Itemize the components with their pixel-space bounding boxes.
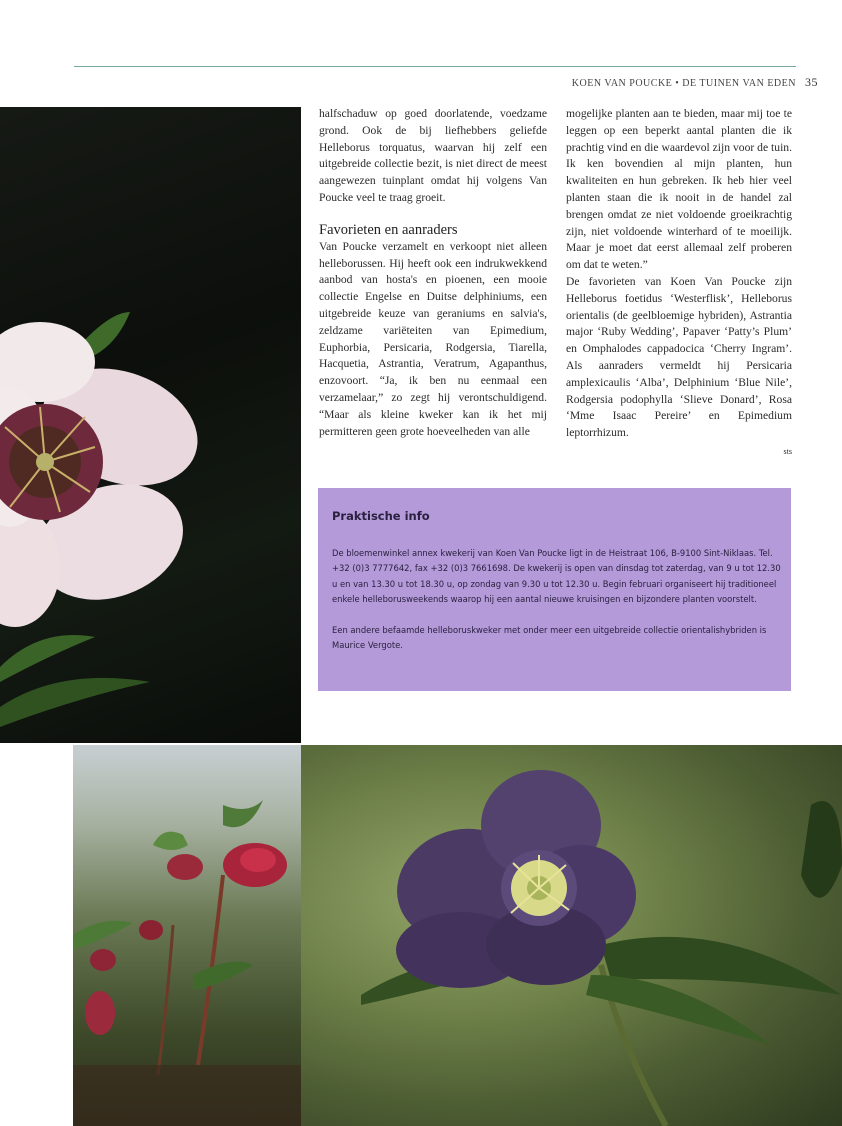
- running-header: [572, 75, 818, 90]
- running-title: KOEN VAN POUCKE • DE TUINEN VAN EDEN: [571, 78, 796, 89]
- col2-paragraph-2: De favorieten van Koen Van Poucke zijn Helleborus foetidus ‘Westerflisk’, Helleborus orientalis (de geelbloemige hybriden), Astrantia major ‘Ruby Wedding’, Papaver ‘Patty’s Plum’ en Omphalodes cappadocica ‘Cherry Ingram’. Als aanraders vermeldt hij Persicaria amplexicaulis ‘Alba’, Delphinium ‘Blue Nile’, Rodgersia podophylla ‘Slieve Donard’, Rosa ‘Mme Isaac Pereire’ en Epimedium leptorrhizum.: [566, 274, 792, 440]
- photo-white-hellebore: [0, 107, 301, 743]
- col1-paragraph-1: halfschaduw op goed doorlatende, voedzame grond. Ook de bij liefhebbers geliefde Helleborus torquatus, waarvan hij zelf een uitgebreide collectie bezit, is niet direct de meest aangewezen tuinplant omdat hij volgens Van Poucke veel te traag groeit.: [319, 107, 547, 204]
- col2-paragraph-1: mogelijke planten aan te bieden, maar mij toe te leggen op een beperkt aantal planten die ik prachtig vind en die waardevol zijn voor de tuin. Ik ken bovendien al mijn planten, hun kwaliteiten en hun gebreken. Ik heb hier veel planten staan die ik nooit in de handel zal brengen omdat ze niet voldoende groeikrachtig zijn, niet voldoende winterhard of te moeilijk. Maar je moet dat eerst allemaal zelf proberen om dat te weten.”: [566, 107, 792, 272]
- text-column-1: [319, 106, 547, 440]
- info-box-title: Praktische info: [332, 509, 430, 523]
- info-box-body: [332, 546, 782, 668]
- end-mark: sts: [783, 446, 792, 456]
- photo-red-hellebore-buds: [73, 745, 301, 1126]
- photo-purple-hellebore: [301, 745, 842, 1126]
- practical-info-box: [318, 488, 791, 691]
- header-rule: [74, 66, 796, 67]
- col1-paragraph-2: Van Poucke verzamelt en verkoopt niet alleen helleborussen. Hij heeft ook een indrukwekkend aanbod van hosta's en pioenen, een mooie collectie Engelse en Duitse delphiniums, een uitgebreide keuze van geraniums en salvia's, zeldzame variëteiten van Epimedium, Euphorbia, Persicaria, Rodgersia, Tiarella, Hacquetia, Astrantia, Veratrum, Agapanthus, enzovoort. “Ja, ik ben nu eenmaal een verzamelaar,” zo zegt hij verontschuldigend. “Maar als kleine kweker kan ik het mij permitteren geen grote hoeveelheden van alle: [319, 239, 547, 438]
- info-box-paragraph-1: De bloemenwinkel annex kwekerij van Koen Van Poucke ligt in de Heistraat 106, B-9100 Sint-Niklaas. Tel. +32 (0)3 7777642, fax +32 (0)3 7661698. De kwekerij is open van dinsdag tot zaterdag, van 9 u tot 12.30 u en van 13.30 u tot 18.30 u, op zondag van 9.30 u tot 12.30 u. Begin februari organiseert hij traditioneel enkele helleborusweekends waarop hij een aantal nieuwe kruisingen en bijzondere planten voorstelt.: [332, 548, 781, 605]
- info-box-paragraph-2: Een andere befaamde helleboruskweker met onder meer een uitgebreide collectie orientalishybriden is Maurice Vergote.: [332, 624, 767, 651]
- page-number: 35: [805, 75, 818, 89]
- section-heading: Favorieten en aanraders: [319, 221, 458, 238]
- text-column-2: [566, 106, 792, 461]
